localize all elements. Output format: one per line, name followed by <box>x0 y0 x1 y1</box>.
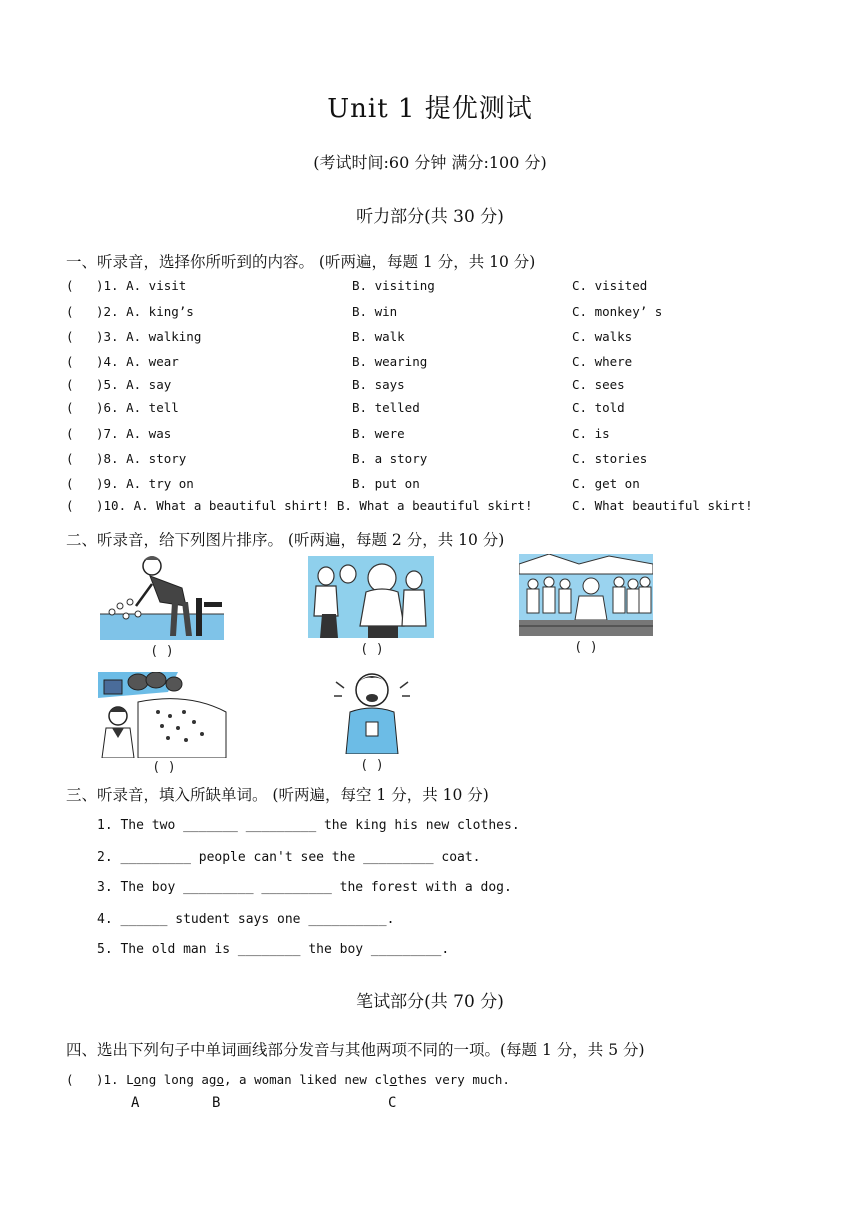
page-title: Unit 1 提优测试 <box>327 94 533 124</box>
fill-in-item-1: 1. The two _______ _________ the king his new clothes. <box>97 818 520 833</box>
answer-paren: ( <box>66 304 74 319</box>
section4-q1-sentence: )1. Long long ago, a woman liked new clothes very much. <box>96 1072 510 1087</box>
question-option-c: C. sees <box>572 377 625 392</box>
question-option-c: C. walks <box>572 329 633 344</box>
picture4-order-blank[interactable]: ( ) <box>152 760 176 775</box>
picture-boy-laughing <box>330 668 414 754</box>
fill-in-item-2: 2. _________ people can't see the _________ coat. <box>97 850 481 865</box>
question-option-a: )4. A. wear <box>96 354 179 369</box>
question-option-b: B. put on <box>352 476 420 491</box>
answer-paren: ( <box>66 476 74 491</box>
picture-woman-garden <box>98 672 228 758</box>
picture2-order-blank[interactable]: ( ) <box>360 642 384 657</box>
question-option-c: C. What beautiful skirt! <box>572 498 753 513</box>
writing-part-heading: 笔试部分(共 70 分) <box>356 992 504 1012</box>
question-option-a: )5. A. say <box>96 377 172 392</box>
fill-in-item-5: 5. The old man is ________ the boy _________. <box>97 942 450 957</box>
question-option-b: B. were <box>352 426 405 441</box>
question-option-a: )3. A. walking <box>96 329 202 344</box>
picture5-order-blank[interactable]: ( ) <box>360 758 384 773</box>
picture-crowd-laughing <box>308 556 434 638</box>
picture-parade <box>519 554 653 636</box>
section4-title: 四、选出下列句子中单词画线部分发音与其他两项不同的一项。(每题 1 分，共 5 分) <box>66 1041 645 1059</box>
answer-paren: ( <box>66 451 74 466</box>
question-option-a: )9. A. try on <box>96 476 194 491</box>
answer-paren: ( <box>66 400 74 415</box>
fill-in-item-4: 4. ______ student says one __________. <box>97 912 395 927</box>
question-option-b: B. a story <box>352 451 428 466</box>
answer-paren: ( <box>66 377 74 392</box>
question-option-c: C. is <box>572 426 610 441</box>
picture-man-gardening <box>100 554 224 640</box>
question-option-a: )8. A. story <box>96 451 187 466</box>
option-label-c: C <box>388 1095 397 1111</box>
question-option-b: B. visiting <box>352 278 435 293</box>
question-option-b: B. walk <box>352 329 405 344</box>
answer-paren: ( <box>66 498 74 513</box>
picture1-order-blank[interactable]: ( ) <box>150 644 174 659</box>
answer-paren: ( <box>66 354 74 369</box>
section1-title: 一、听录音，选择你所听到的内容。 (听两遍，每题 1 分，共 10 分) <box>66 253 536 271</box>
picture3-order-blank[interactable]: ( ) <box>574 640 598 655</box>
fill-in-item-3: 3. The boy _________ _________ the forest with a dog. <box>97 880 512 895</box>
answer-paren: ( <box>66 426 74 441</box>
question-option-c: C. told <box>572 400 625 415</box>
question-option-a: )2. A. king’s <box>96 304 194 319</box>
question-option-a: )10. A. What a beautiful shirt! B. What a beautiful skirt! <box>96 498 533 513</box>
question-option-c: C. monkey’ s <box>572 304 663 319</box>
question-option-c: C. where <box>572 354 633 369</box>
option-label-b: B <box>212 1095 221 1111</box>
question-option-c: C. stories <box>572 451 648 466</box>
section3-title: 三、听录音，填入所缺单词。 (听两遍，每空 1 分，共 10 分) <box>66 786 489 804</box>
question-option-a: )7. A. was <box>96 426 172 441</box>
question-option-b: B. says <box>352 377 405 392</box>
question-option-c: C. get on <box>572 476 640 491</box>
question-option-a: )1. A. visit <box>96 278 187 293</box>
question-option-b: B. telled <box>352 400 420 415</box>
answer-paren: ( <box>66 278 74 293</box>
option-label-a: A <box>131 1095 140 1111</box>
question-option-b: B. win <box>352 304 398 319</box>
question-option-a: )6. A. tell <box>96 400 179 415</box>
question-option-b: B. wearing <box>352 354 428 369</box>
question-option-c: C. visited <box>572 278 648 293</box>
section4-q1-paren: ( <box>66 1072 74 1087</box>
answer-paren: ( <box>66 329 74 344</box>
listening-part-heading: 听力部分(共 30 分) <box>356 207 504 227</box>
section2-title: 二、听录音，给下列图片排序。 (听两遍，每题 2 分，共 10 分) <box>66 531 505 549</box>
exam-info: (考试时间:60 分钟 满分:100 分) <box>313 153 547 172</box>
